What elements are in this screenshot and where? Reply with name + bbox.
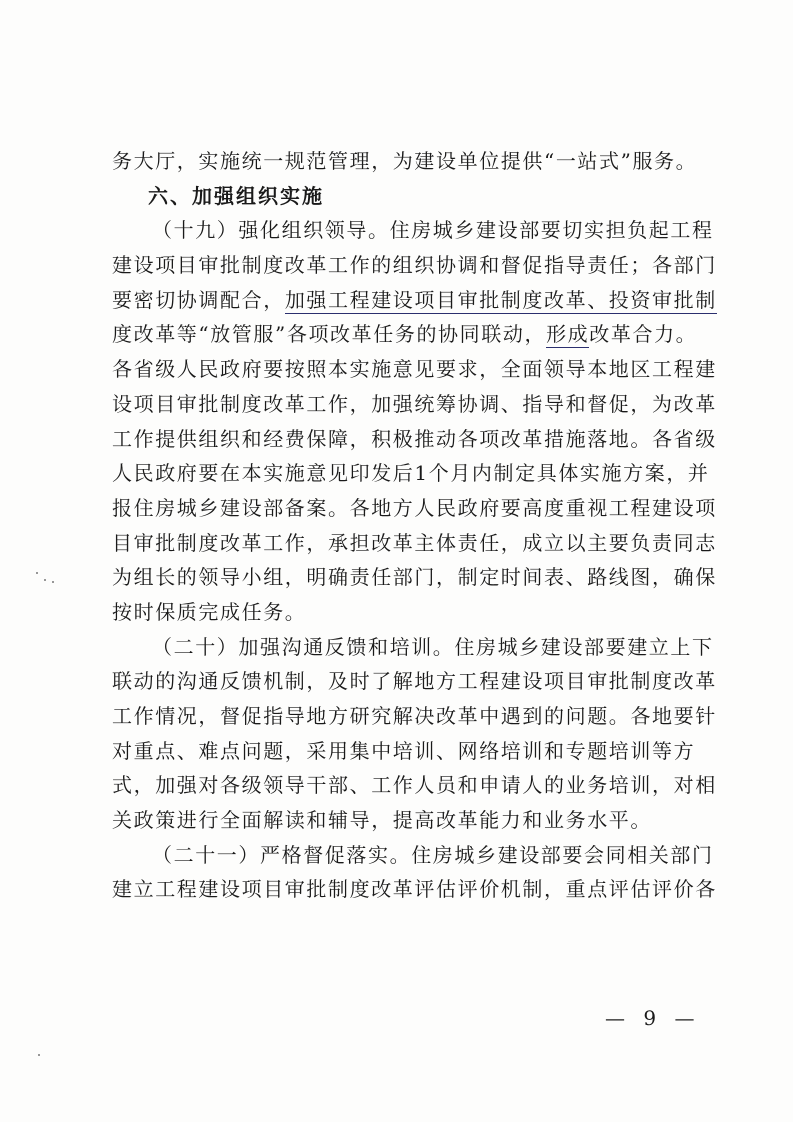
paragraph-line: 为组长的领导小组，明确责任部门，制定时间表、路线图，确保 — [112, 565, 717, 590]
scan-speck — [52, 581, 54, 583]
scan-speck — [44, 579, 46, 581]
text-segment: 改革合力。 — [589, 322, 698, 347]
paragraph-line: 关政策进行全面解读和辅导，提高改革能力和业务水平。 — [112, 808, 652, 833]
paragraph-line: 人民政府要在本实施意见印发后1个月内制定具体实施方案，并 — [112, 461, 710, 486]
paragraph-line: 工作情况，督促指导地方研究解决改革中遇到的问题。各地要针 — [112, 704, 717, 728]
page-number: — 9 — — [605, 1006, 701, 1030]
underlined-text: 形成 — [546, 322, 590, 347]
paragraph-line — [112, 321, 698, 347]
paragraph-line: 设项目审批制度改革工作，加强统筹协调、指导和督促，为改革 — [112, 391, 717, 416]
paragraph-line: 式，加强对各级领导干部、工作人员和申请人的业务培训，对相 — [112, 773, 717, 798]
section-heading: 六、加强组织实施 — [148, 183, 324, 208]
paragraph-line: 目审批制度改革工作，承担改革主体责任，成立以主要负责同志 — [112, 530, 717, 555]
paragraph-line — [112, 287, 717, 313]
scan-speck — [38, 1054, 40, 1056]
paragraph-line: 务大厅，实施统一规范管理，为建设单位提供“一站式”服务。 — [112, 149, 698, 173]
paragraph-line: 报住房城乡建设部备案。各地方人民政府要高度重视工程建设项 — [112, 495, 717, 520]
document-body — [112, 148, 717, 911]
paragraph-line: （二十）加强沟通反馈和培训。住房城乡建设部要建立上下 — [152, 634, 714, 659]
paragraph-line: 建立工程建设项目审批制度改革评估评价机制，重点评估评价各 — [112, 877, 717, 902]
paragraph-line: 按时保质完成任务。 — [112, 599, 307, 624]
paragraph-line: （十九）强化组织领导。住房城乡建设部要切实担负起工程 — [152, 218, 714, 243]
paragraph-line: 建设项目审批制度改革工作的组织协调和督促指导责任；各部门 — [112, 253, 717, 278]
paragraph-line: 各省级人民政府要按照本实施意见要求，全面领导本地区工程建 — [112, 357, 717, 382]
text-segment: 度改革等“放管服”各项改革任务的协同联动， — [112, 322, 547, 347]
scan-speck — [36, 572, 38, 574]
underlined-text: 加强工程建设项目审批制度改革、投资审批制 — [284, 287, 717, 312]
paragraph-line: （二十一）严格督促落实。住房城乡建设部要会同相关部门 — [152, 842, 714, 867]
paragraph-line: 联动的沟通反馈机制，及时了解地方工程建设项目审批制度改革 — [112, 669, 717, 694]
text-segment: 要密切协调配合， — [112, 287, 285, 312]
paragraph-line: 工作提供组织和经费保障，积极推动各项改革措施落地。各省级 — [112, 426, 717, 451]
paragraph-line: 对重点、难点问题，采用集中培训、网络培训和专题培训等方 — [112, 738, 696, 763]
